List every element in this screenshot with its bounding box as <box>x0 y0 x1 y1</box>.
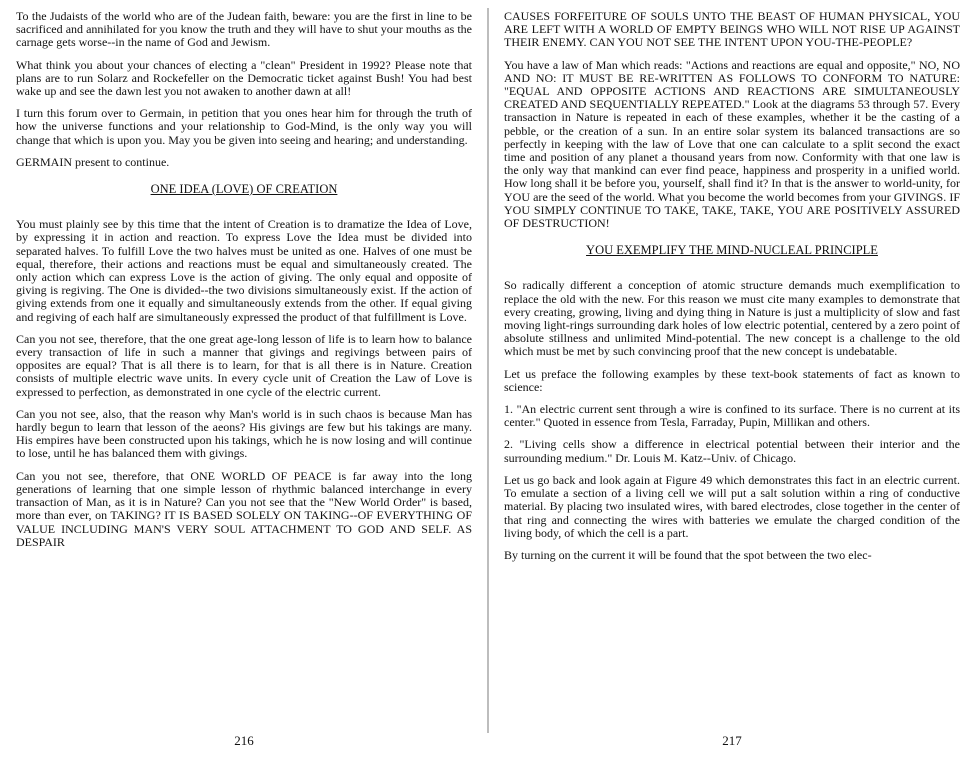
section-heading: YOU EXEMPLIFY THE MIND-NUCLEAL PRINCIPLE <box>586 243 878 258</box>
page-left <box>16 10 472 757</box>
paragraph: Let us preface the following examples by these text-book statements of fact as known to science: <box>504 366 960 394</box>
paragraph: CAUSES FORFEITURE OF SOULS UNTO THE BEAST OF HUMAN PHYSICAL, YOU ARE LEFT WITH A WORLD OF EMPTY BEINGS WHO WILL NOT RISE UP AGAINST THEIR ENEMY. CAN YOU NOT SEE THE INTENT UPON YOU-THE-PEOPLE? <box>504 9 960 50</box>
paragraph: To the Judaists of the world who are of the Judean faith, beware: you are the first in line to be sacrificed and annihilated for you know the truth and they will have to shut your mouths as the carnage gets worse--in the name of God and Jewism. <box>16 9 472 50</box>
paragraph: GERMAIN present to continue. <box>16 154 170 169</box>
left-column <box>16 10 472 549</box>
paragraph: 1. "An electric current sent through a wire is confined to its surface. There is no current at its center." Quoted in essence from Tesla, Farraday, Pupin, Millikan and others. <box>504 402 960 430</box>
paragraph: Can you not see, also, that the reason why Man's world is in such chaos is because Man has hardly begun to learn that lesson of the aeons? His givings are few but his takings are many. His empires have been constructed upon his takings, which he is now losing and will continue to lose, until he has balanced them with givings. <box>16 406 472 461</box>
section-heading: ONE IDEA (LOVE) OF CREATION <box>150 182 338 197</box>
page-right <box>504 10 960 757</box>
page-number: 217 <box>722 733 742 748</box>
paragraph: Can you not see, therefore, that the one great age-long lesson of life is to learn how to balance every transaction of life in such a manner that givings and regivings between pairs of opposites are equal? That is all there is to learn, for that is all there is in Nature. Creation consists of multiple electric wave units. In every cycle unit of Creation the Law of Love is expressed to perfection, as demonstrated in one cycle of the electric current. <box>16 331 472 399</box>
page-number: 216 <box>234 733 254 748</box>
paragraph: So radically different a conception of atomic structure demands much exemplification to replace the old with the new. For this reason we must cite many examples to demonstrate that every creating, growing, living and dying thing in Nature is just a multiplicity of slow and fast moving light-rings surrounding dark holes of low electric potential, centered by a zero point of absolute stillness and unlimited Mind-potential. The new concept is a challenge to the old which must be met by such convincing proof that the new concept is undebatable. <box>504 278 960 359</box>
paragraph: Can you not see, therefore, that ONE WORLD OF PEACE is far away into the long generations of learning that one simple lesson of rhythmic balanced interchange in every transaction of Man, as it is in Nature? Can you not see that the "New World Order" is based, more than ever, on TAKING? IT IS BASED SOLELY ON TAKING--OF EVERYTHING OF VALUE INCLUDING MAN'S VERY SOUL ATTACHMENT TO GOD AND SELF. AS DESPAIR <box>16 468 472 549</box>
paragraph: By turning on the current it will be found that the spot between the two elec- <box>504 547 872 562</box>
paragraph: You must plainly see by this time that the intent of Creation is to dramatize the Idea of Love, by expressing it in action and reaction. To express Love the Idea must be divided into separated halves. To fulfill Love the two halves must be united as one. Halves of one must be equal, therefore, their actions and reactions must be equal and simultaneously created. The only action which can express Love is the action of giving. The only equal and opposite of giving is regiving. The One is divided--the two divisions simultaneously exist. If the action of giving extends from one it equally and simultaneously extends from the other. If equal giving and regiving of each half are simultaneously expressed the product of that fulfillment is Love. <box>16 217 472 324</box>
paragraph: Let us go back and look again at Figure 49 which demonstrates this fact in an electric current. To emulate a section of a living cell we will put a salt solution within a ring of conductive material. By placing two insulated wires, with bared electrodes, close together in the center of that ring and connecting the wires with batteries we emulate the charged condition of the living body, of which the cell is a part. <box>504 472 960 540</box>
paragraph: I turn this forum over to Germain, in petition that you ones hear him for through the truth of how the universe functions and your relationship to God-Mind, is the only way you will change that which is upon you. May you be given into seeing and hearing; and understanding. <box>16 106 472 147</box>
page-gutter <box>487 8 489 733</box>
right-column <box>504 10 960 562</box>
paragraph: 2. "Living cells show a difference in electrical potential between their interior and the surrounding medium." Dr. Louis M. Katz--Univ. of Chicago. <box>504 437 960 465</box>
paragraph: What think you about your chances of electing a "clean" President in 1992? Please note that plans are to run Solarz and Rockefeller on the Democratic ticket against Bush! You had best wake up and see the dawn lest you not awaken to another dawn at all! <box>16 57 472 99</box>
paragraph: You have a law of Man which reads: "Actions and reactions are equal and opposite," NO, NO AND NO: IT MUST BE RE-WRITTEN AS FOLLOWS TO CONFORM TO NATURE: "EQUAL AND OPPOSITE ACTIONS AND REACTIONS ARE SIMULTANEOUSLY CREATED AND SEQUENTIALLY REPEATED." Look at the diagrams 53 through 57. Every transaction in Nature is repeated in each of these examples, whether it be the casting of a pebble, or the creation of a sun. In an entire solar system its balanced transactions are so perfectly in keeping with the law of Love that one can calculate to a split second the exact time and position of any planet a thousand years from now. Conformity with that one law is the only way that mankind can ever find peace, happiness and prosperity in a unified world. How long shall it be before you, yourself, shall find it? In that is the answer to world-unity, for YOU are the seed of the world. What you become the world becomes from your GIVINGS. IF YOU SIMPLY CONTINUE TO TAKE, TAKE, TAKE, YOU ARE POSITIVELY ASSURED OF DESTRUCTION! <box>504 57 960 231</box>
